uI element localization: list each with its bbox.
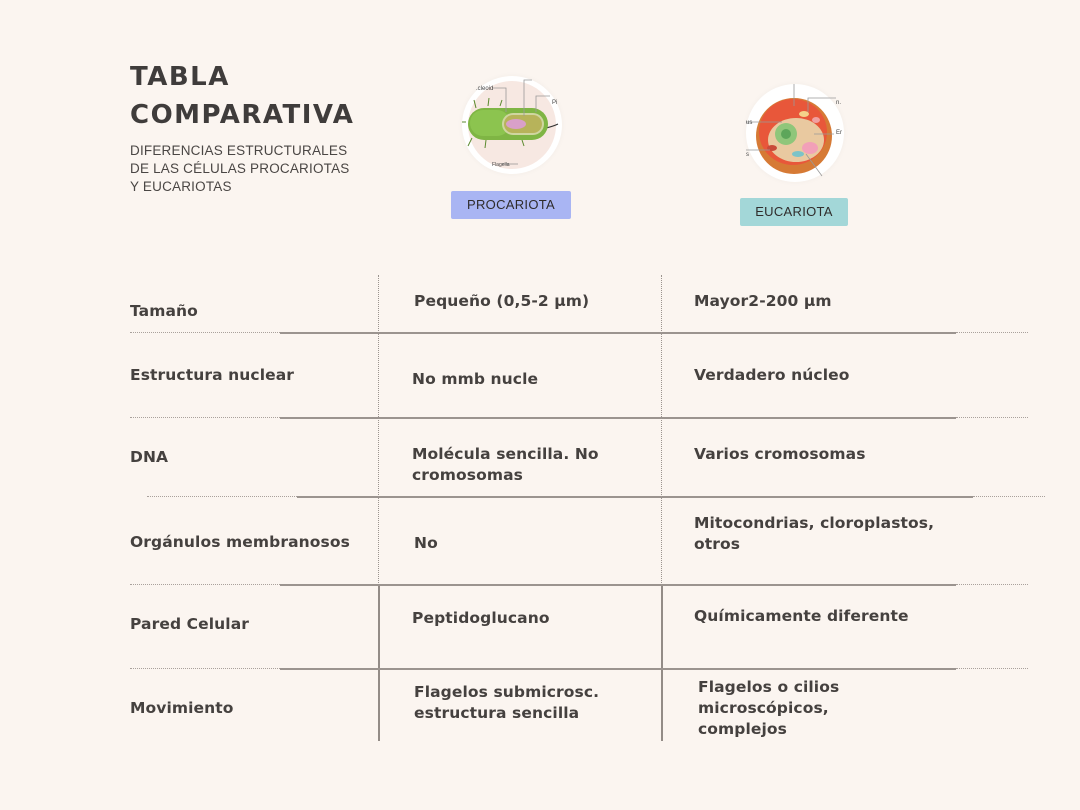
row-dna-procariota-line2: cromosomas xyxy=(412,466,523,484)
svg-text:s: s xyxy=(746,152,749,158)
eucariota-badge xyxy=(740,198,848,226)
svg-text:us: us xyxy=(746,120,753,126)
row-tamano-eucariota: Mayor2-200 µm xyxy=(694,292,832,310)
row-tamano-feature: Tamaño xyxy=(130,302,198,320)
title-line-2: COMPARATIVA xyxy=(130,100,355,130)
title-line-1: TABLA xyxy=(130,62,230,92)
row-dna-eucariota: Varios cromosomas xyxy=(694,445,866,463)
row-movimiento-eucariota-line1: Flagelos o cilios xyxy=(698,678,840,696)
row-dna-procariota-line1: Molécula sencilla. No xyxy=(412,445,599,463)
procariota-label: PROCARIOTA xyxy=(467,197,555,212)
subtitle-line-1: DIFERENCIAS ESTRUCTURALES xyxy=(130,143,348,158)
page-subtitle xyxy=(130,142,390,196)
subtitle-line-3: Y EUCARIOTAS xyxy=(130,179,232,194)
row-movimiento-eucariota-line2: microscópicos, xyxy=(698,699,829,717)
row-pared-procariota: Peptidoglucano xyxy=(412,609,550,627)
row-estructura-feature: Estructura nuclear xyxy=(130,366,295,384)
row-movimiento-feature: Movimiento xyxy=(130,699,234,717)
row-estructura-procariota: No mmb nucle xyxy=(412,370,539,388)
row-movimiento-procariota-line2: estructura sencilla xyxy=(414,704,580,722)
row-movimiento-eucariota-line3: complejos xyxy=(698,720,787,738)
row-pared-feature: Pared Celular xyxy=(130,615,250,633)
row-pared-eucariota: Químicamente diferente xyxy=(694,607,909,625)
row-organulos-eucariota-line2: otros xyxy=(694,535,741,553)
row-tamano-procariota: Pequeño (0,5-2 µm) xyxy=(414,292,590,310)
subtitle-line-2: DE LAS CÉLULAS PROCARIOTAS xyxy=(130,161,350,176)
svg-text:n.: n. xyxy=(836,100,842,106)
page-title xyxy=(130,58,354,134)
svg-text:Pi: Pi xyxy=(552,100,558,106)
bacterium-diagram-icon xyxy=(462,76,562,174)
row-organulos-eucariota-line1: Mitocondrias, cloroplastos, xyxy=(694,514,935,532)
svg-text:Er: Er xyxy=(836,130,842,136)
row-dna-feature: DNA xyxy=(130,448,169,466)
eucariota-label: EUCARIOTA xyxy=(755,204,833,219)
row-movimiento-eucariota xyxy=(698,677,839,740)
row-organulos-eucariota xyxy=(694,513,934,555)
row-organulos-feature: Orgánulos membranosos xyxy=(130,533,350,551)
row-organulos-procariota: No xyxy=(414,534,438,552)
svg-text:Flagella: Flagella xyxy=(492,162,510,168)
row-estructura-eucariota: Verdadero núcleo xyxy=(694,366,850,384)
row-movimiento-procariota-line1: Flagelos submicrosc. xyxy=(414,683,600,701)
row-dna-procariota xyxy=(412,444,599,486)
animal-cell-diagram-icon xyxy=(746,84,844,182)
svg-text:.cleoid: .cleoid xyxy=(476,86,494,92)
procariota-badge xyxy=(451,191,571,219)
row-movimiento-procariota xyxy=(414,682,599,724)
